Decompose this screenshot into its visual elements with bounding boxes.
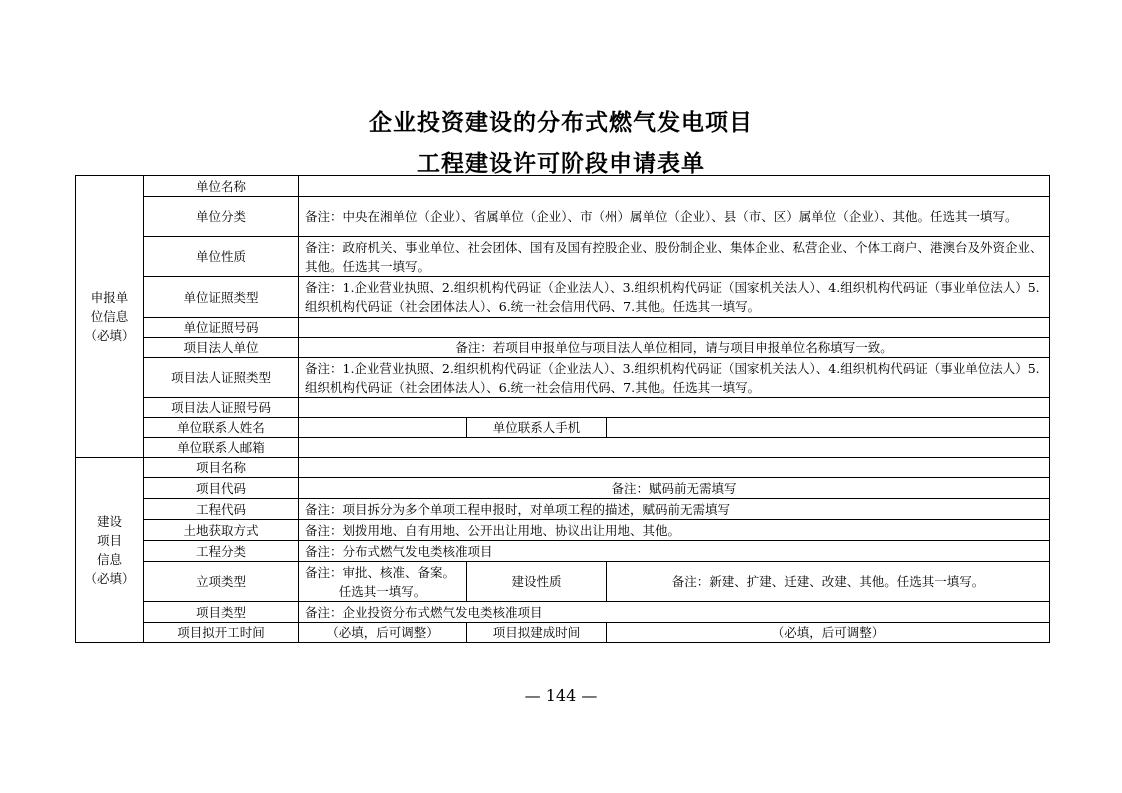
label-project-legal-license-type: 项目法人证照类型 [144,358,299,398]
table-row [76,438,1050,458]
field-unit-name[interactable] [299,176,1050,197]
note-unit-category[interactable]: 备注：中央在湘单位（企业）、省属单位（企业）、市（州）属单位（企业）、县（市、区）属单位（企业）、其他。任选其一填写。 [299,197,1050,237]
field-unit-license-no[interactable] [299,318,1050,338]
table-row [76,623,1050,643]
table-row [76,237,1050,277]
table-row [76,398,1050,418]
table-row [76,499,1050,520]
field-planned-completion[interactable]: （必填，后可调整） [607,623,1050,643]
section-header-applicant: 申报单 位信息 （必填） [76,176,144,458]
label-project-type: 项目类型 [144,602,299,623]
table-row [76,358,1050,398]
table-row [76,520,1050,541]
label-planned-completion: 项目拟建成时间 [467,623,607,643]
label-project-name: 项目名称 [144,458,299,478]
note-approval-type[interactable]: 备注：审批、核准、备案。 任选其一填写。 [299,562,467,602]
label-contact-email: 单位联系人邮箱 [144,438,299,458]
field-planned-start[interactable]: （必填，后可调整） [299,623,467,643]
label-engineering-category: 工程分类 [144,541,299,562]
field-project-legal-license-no[interactable] [299,398,1050,418]
table-row [76,277,1050,318]
label-construction-nature: 建设性质 [467,562,607,602]
table-row [76,418,1050,438]
note-unit-license-type[interactable]: 备注：1.企业营业执照、2.组织机构代码证（企业法人）、3.组织机构代码证（国家机关法人）、4.组织机构代码证（事业单位法人）5.组织机构代码证（社会团体法人）、6.统一社会信用代码、7.其他。任选其一填写。 [299,277,1050,318]
note-land-acquisition[interactable]: 备注：划拨用地、自有用地、公开出让用地、协议出让用地、其他。 [299,520,1050,541]
label-project-legal-unit: 项目法人单位 [144,338,299,358]
note-engineering-code[interactable]: 备注：项目拆分为多个单项工程申报时，对单项工程的描述，赋码前无需填写 [299,499,1050,520]
label-project-legal-license-no: 项目法人证照号码 [144,398,299,418]
page-title-line1: 企业投资建设的分布式燃气发电项目 [369,109,753,136]
table-row [76,602,1050,623]
table-row [76,562,1050,602]
label-engineering-code: 工程代码 [144,499,299,520]
note-engineering-category[interactable]: 备注：分布式燃气发电类核准项目 [299,541,1050,562]
note-construction-nature[interactable]: 备注：新建、扩建、迁建、改建、其他。任选其一填写。 [607,562,1050,602]
page-title-line2: 工程建设许可阶段申请表单 [417,150,705,177]
table-row [76,478,1050,499]
table-row [76,541,1050,562]
label-unit-name: 单位名称 [144,176,299,197]
label-unit-nature: 单位性质 [144,237,299,277]
note-project-legal-license-type[interactable]: 备注：1.企业营业执照、2.组织机构代码证（企业法人）、3.组织机构代码证（国家机关法人）、4.组织机构代码证（事业单位法人）5.组织机构代码证（社会团体法人）、6.统一社会信用代码、7.其他。任选其一填写。 [299,358,1050,398]
label-approval-type: 立项类型 [144,562,299,602]
field-contact-phone[interactable] [607,418,1050,438]
label-unit-license-no: 单位证照号码 [144,318,299,338]
label-land-acquisition: 土地获取方式 [144,520,299,541]
note-project-type[interactable]: 备注：企业投资分布式燃气发电类核准项目 [299,602,1050,623]
table-row [76,458,1050,478]
table-row [76,197,1050,237]
table-row [76,338,1050,358]
field-project-name[interactable] [299,458,1050,478]
section-header-project: 建设 项目 信息 （必填） [76,458,144,643]
note-unit-nature[interactable]: 备注：政府机关、事业单位、社会团体、国有及国有控股企业、股份制企业、集体企业、私营企业、个体工商户、港澳台及外资企业、其他。任选其一填写。 [299,237,1050,277]
field-contact-name[interactable] [299,418,467,438]
page-number: — 144 — [524,686,598,705]
note-project-code[interactable]: 备注：赋码前无需填写 [299,478,1050,499]
table-row [76,176,1050,197]
label-planned-start: 项目拟开工时间 [144,623,299,643]
label-project-code: 项目代码 [144,478,299,499]
label-contact-name: 单位联系人姓名 [144,418,299,438]
label-unit-category: 单位分类 [144,197,299,237]
note-project-legal-unit[interactable]: 备注：若项目申报单位与项目法人单位相同，请与项目申报单位名称填写一致。 [299,338,1050,358]
application-form-table [75,175,1050,643]
table-row [76,318,1050,338]
field-contact-email[interactable] [299,438,1050,458]
label-contact-phone: 单位联系人手机 [467,418,607,438]
label-unit-license-type: 单位证照类型 [144,277,299,318]
